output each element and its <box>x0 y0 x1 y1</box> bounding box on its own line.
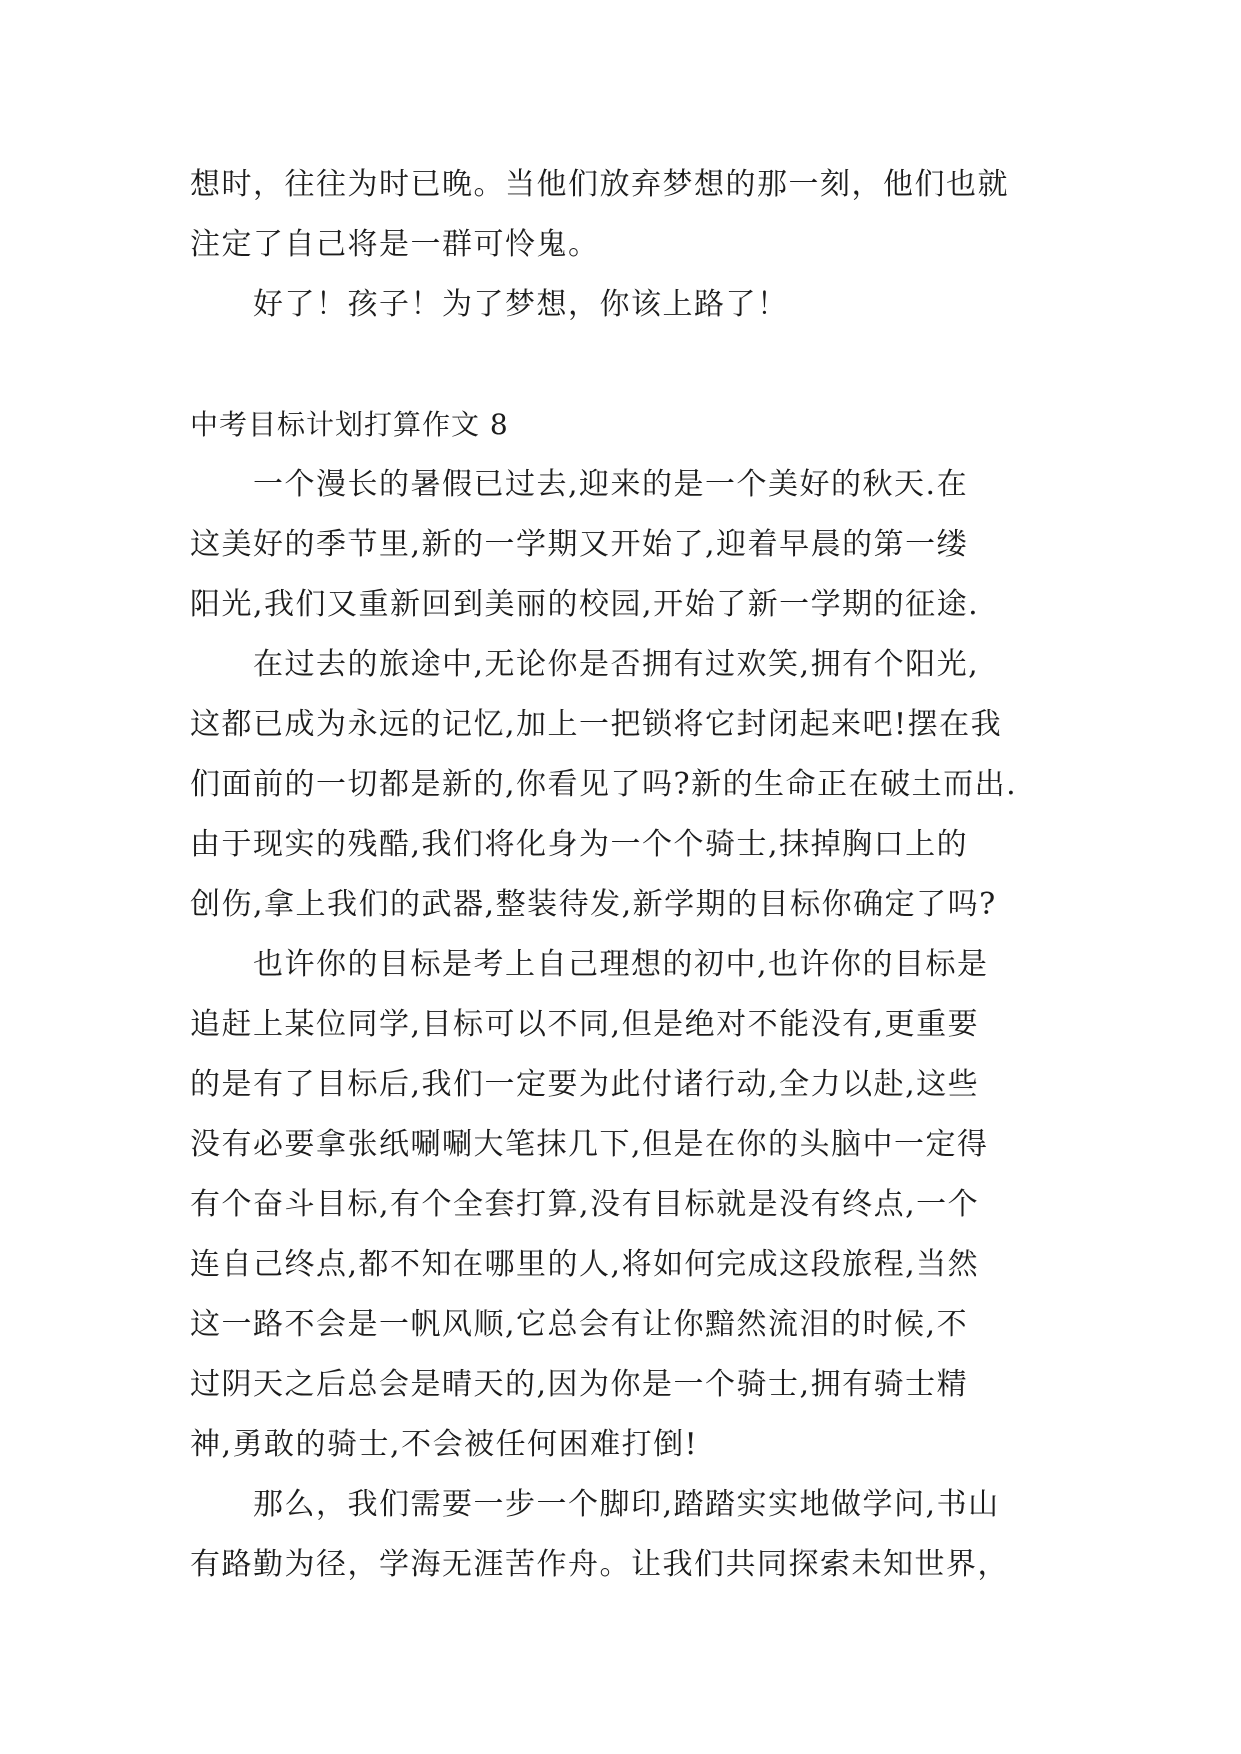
section-heading: 中考目标计划打算作文 8 <box>190 408 509 441</box>
text-line: 由于现实的残酷,我们将化身为一个个骑士,抹掉胸口上的 <box>190 827 969 862</box>
text-line: 的是有了目标后,我们一定要为此付诸行动,全力以赴,这些 <box>190 1067 980 1102</box>
text-line: 那么，我们需要一步一个脚印,踏踏实实地做学问,书山 <box>253 1487 1000 1522</box>
text-line: 在过去的旅途中,无论你是否拥有过欢笑,拥有个阳光, <box>253 647 980 682</box>
text-line: 创伤,拿上我们的武器,整装待发,新学期的目标你确定了吗? <box>190 887 997 922</box>
continuation-paragraph <box>190 155 1070 275</box>
closing-paragraph <box>190 275 1070 335</box>
text-line: 过阴天之后总会是晴天的,因为你是一个骑士,拥有骑士精 <box>190 1367 969 1402</box>
text-line: 们面前的一切都是新的,你看见了吗?新的生命正在破土而出. <box>190 767 1018 802</box>
paragraph-1 <box>190 455 1070 635</box>
text-line: 神,勇敢的骑士,不会被任何困难打倒! <box>190 1427 699 1462</box>
text-line: 这美好的季节里,新的一学期又开始了,迎着早晨的第一缕 <box>190 527 969 562</box>
text-line: 注定了自己将是一群可怜鬼。 <box>190 227 600 262</box>
text-line: 也许你的目标是考上自己理想的初中,也许你的目标是 <box>253 947 989 982</box>
section-spacer <box>190 335 1070 395</box>
paragraph-3 <box>190 935 1070 1475</box>
text-line: 追赶上某位同学,目标可以不同,但是绝对不能没有,更重要 <box>190 1007 980 1042</box>
text-line: 有路勤为径，学海无涯苦作舟。让我们共同探索未知世界， <box>190 1547 1009 1582</box>
text-line: 连自己终点,都不知在哪里的人,将如何完成这段旅程,当然 <box>190 1247 980 1282</box>
text-line: 这一路不会是一帆风顺,它总会有让你黯然流泪的时候,不 <box>190 1307 969 1342</box>
document-body <box>190 155 1070 1595</box>
paragraph-4 <box>190 1475 1070 1595</box>
text-line: 这都已成为永远的记忆,加上一把锁将它封闭起来吧!摆在我 <box>190 707 1003 742</box>
paragraph-2 <box>190 635 1070 935</box>
text-line: 一个漫长的暑假已过去,迎来的是一个美好的秋天.在 <box>253 467 969 502</box>
text-line: 有个奋斗目标,有个全套打算,没有目标就是没有终点,一个 <box>190 1187 980 1222</box>
text-line: 没有必要拿张纸唰唰大笔抹几下,但是在你的头脑中一定得 <box>190 1127 989 1162</box>
text-line: 好了！孩子！为了梦想，你该上路了！ <box>253 287 789 322</box>
text-line: 阳光,我们又重新回到美丽的校园,开始了新一学期的征途. <box>190 587 980 622</box>
text-line: 想时，往往为时已晚。当他们放弃梦想的那一刻，他们也就 <box>190 167 1009 202</box>
